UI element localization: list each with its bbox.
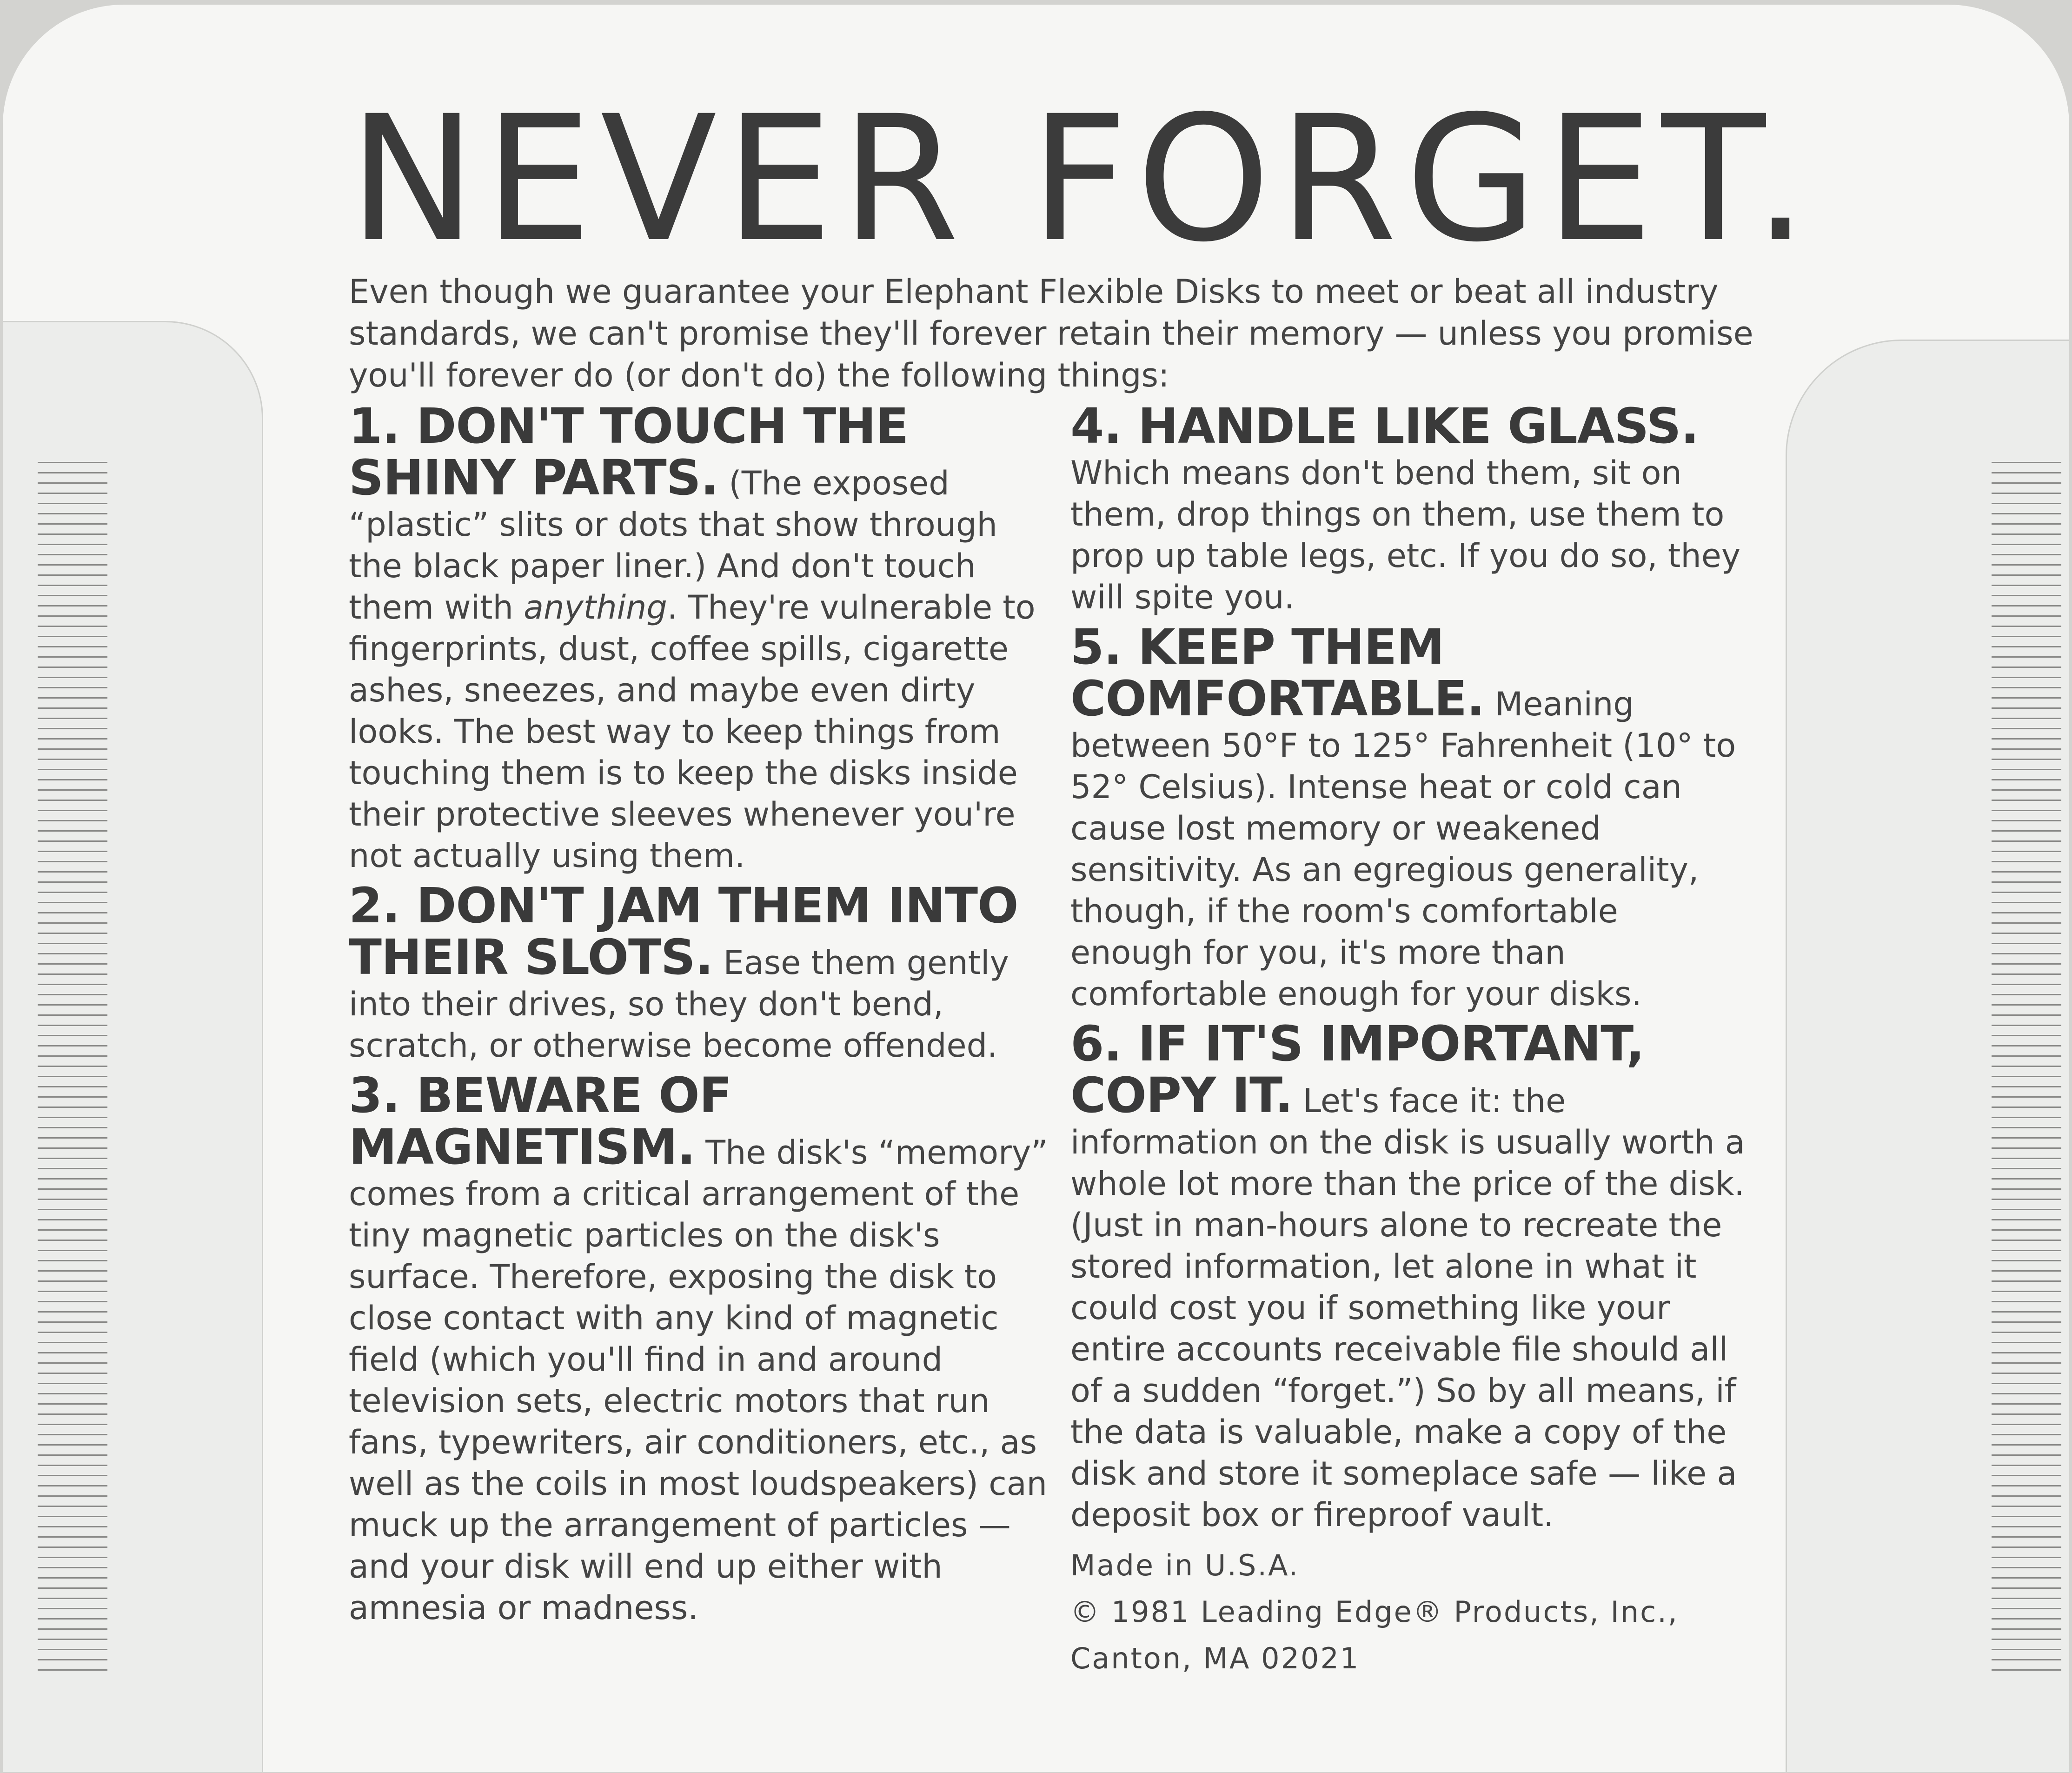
section-3 — [349, 1067, 1056, 1629]
right-side-flap — [1786, 340, 2069, 1772]
section-4-text: Which means don't bend them, sit on them, drop things on them, use them to prop up table legs, etc. If you do so, they will spite you. — [1070, 454, 1741, 616]
left-column — [349, 398, 1056, 1633]
disk-sleeve — [3, 5, 2069, 1772]
section-1 — [349, 398, 1056, 877]
made-in-label: Made in U.S.A. — [1070, 1548, 1300, 1582]
section-4 — [1070, 398, 1749, 618]
copyright-line: © 1981 Leading Edge® Products, Inc., — [1070, 1595, 1679, 1629]
right-column — [1070, 398, 1749, 1682]
left-grip-ridges — [38, 462, 107, 1671]
section-5-text: Meaning between 50°F to 125° Fahrenheit (10° to 52° Celsius). Intense heat or cold can cause lost memory or weakened sensitivity. As an egregious generality, though, if the room's comfortable enough for you, it's more than comfortable enough for your disks. — [1070, 685, 1736, 1013]
footer — [1070, 1542, 1749, 1682]
section-2 — [349, 877, 1056, 1066]
section-1-heading: 1. DON'T TOUCH THE SHINY PARTS. — [349, 398, 909, 506]
section-2-heading: 2. DON'T JAM THEM INTO THEIR SLOTS. — [349, 877, 1018, 986]
section-5-heading: 5. KEEP THEM COMFORTABLE. — [1070, 619, 1485, 727]
section-6-heading: 6. IF IT'S IMPORTANT, COPY IT. — [1070, 1015, 1644, 1124]
section-4-heading: 4. HANDLE LIKE GLASS. — [1070, 398, 1699, 454]
address-line: Canton, MA 02021 — [1070, 1641, 1360, 1675]
headline: NEVER FORGET. — [349, 79, 1816, 280]
section-6 — [1070, 1015, 1749, 1536]
section-3-heading: 3. BEWARE OF MAGNETISM. — [349, 1067, 732, 1175]
section-2-text: Ease them gently into their drives, so they don't bend, scratch, or otherwise become offended. — [349, 944, 1009, 1065]
section-5 — [1070, 619, 1749, 1015]
left-side-flap — [3, 321, 263, 1772]
printed-instructions — [349, 5, 1816, 1772]
section-6-text: Let's face it: the information on the disk is usually worth a whole lot more than the price of the disk. (Just in man-hours alone to recreate the stored information, let alone in what it could cost you if something like your entire accounts receivable file should all of a sudden “forget.”) So by all means, if the data is valuable, make a copy of the disk and store it someplace safe — like a deposit box or fireproof vault. — [1070, 1082, 1745, 1534]
emphasis-anything: anything — [524, 588, 667, 627]
section-1-text: (The exposed “plastic” slits or dots that show through the black paper liner.) And don't touch them with anything. They're vulnerable to fingerprints, dust, coffee spills, cigarette ashes, sneezes, and maybe even dirty looks. The best way to keep things from touching them is to keep the disks inside their protective sleeves whenever you're not actually using them. — [349, 464, 1036, 875]
right-grip-ridges — [1992, 462, 2061, 1671]
intro-paragraph: Even though we guarantee your Elephant Flexible Disks to meet or beat all industry standards, we can't promise they'll forever retain their memory — unless you promise you'll forever do (or don't do) the following things: — [349, 273, 1753, 394]
section-3-text: The disk's “memory” comes from a critical arrangement of the tiny magnetic particles on the disk's surface. Therefore, exposing the disk to close contact with any kind of magnetic field (which you'll find in and around television sets, electric motors that run fans, typewriters, air conditioners, etc., as well as the coils in most loudspeakers) can muck up the arrangement of particles — and your disk will end up either with amnesia or madness. — [349, 1133, 1048, 1627]
